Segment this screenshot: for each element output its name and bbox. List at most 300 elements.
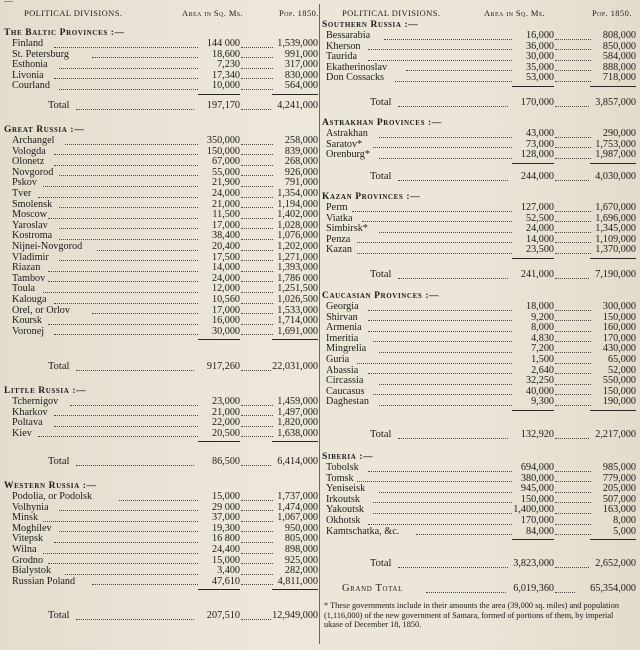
area-value: 1,400,000 [513, 504, 554, 516]
division-name: Vladimir [12, 251, 49, 263]
population-value: 550,000 [602, 375, 636, 387]
division-name: Kalouga [12, 294, 47, 305]
area-value: 73,000 [525, 138, 554, 150]
population-value: 1,370,000 [595, 244, 636, 256]
area-value: 20,400 [211, 241, 240, 252]
leader-dots [38, 426, 198, 438]
population-value: 991,000 [284, 48, 318, 60]
leader-dots [398, 556, 508, 568]
total-label: Total [48, 361, 70, 372]
total-row [322, 270, 638, 281]
area-value: 38,400 [211, 230, 240, 242]
leader-dots [555, 242, 591, 254]
area-value: 36,000 [525, 40, 554, 52]
division-name: Kiev [12, 427, 32, 439]
population-value: 150,000 [602, 385, 636, 397]
grand-total-row [322, 584, 638, 595]
population-value: 985,000 [602, 462, 636, 473]
area-value: 29 000 [211, 501, 240, 513]
area-value: 53,000 [525, 72, 554, 84]
section-title: Southern Russia :— [322, 20, 419, 30]
area-value: 16,000 [211, 315, 240, 327]
area-value: 22,000 [211, 417, 240, 429]
total-area-value: 244,000 [520, 171, 554, 182]
table-row [4, 81, 318, 92]
header-divisions: POLITICAL DIVISIONS. [24, 8, 123, 18]
leader-dots [241, 324, 273, 336]
table-row [4, 429, 318, 440]
population-value: 190,000 [602, 396, 636, 408]
leader-dots [241, 426, 273, 438]
total-population-value: 3,857,000 [595, 97, 636, 108]
leader-dots [555, 394, 591, 406]
leader-dots [379, 394, 512, 406]
total-rule [590, 86, 636, 87]
division-name: Ekatherinoslav [326, 61, 388, 73]
total-rule [590, 410, 636, 411]
population-value: 1,987,000 [595, 149, 636, 161]
area-value: 150,000 [206, 145, 240, 157]
population-value: 805,000 [284, 533, 318, 545]
division-name: Armenia [326, 322, 362, 334]
population-value: 290,000 [602, 128, 636, 139]
division-name: Tomsk [326, 472, 354, 484]
leader-dots [555, 70, 591, 82]
area-value: 67,000 [211, 156, 240, 168]
grand-total-label: Grand Total [342, 583, 403, 594]
population-value: 1,638,000 [277, 427, 318, 439]
division-name: Smolensk [12, 198, 53, 210]
table-row [322, 73, 638, 84]
table-row [322, 527, 638, 538]
area-value: 32,250 [525, 375, 554, 387]
table-row [322, 245, 638, 256]
population-value: 163,000 [602, 504, 636, 516]
total-row [4, 611, 318, 622]
population-value: 1,459,000 [277, 396, 318, 407]
population-value: 1,497,000 [277, 406, 318, 418]
division-name: Esthonia [12, 59, 48, 71]
population-value: 8,000 [613, 515, 636, 526]
area-value: 16,000 [525, 30, 554, 41]
division-name: Orel, or Orlov [12, 304, 70, 316]
population-value: 850,000 [602, 40, 636, 52]
population-value: 1,028,000 [277, 219, 318, 231]
section-title: The Baltic Provinces :— [4, 28, 125, 38]
area-value: 1,500 [531, 354, 554, 365]
division-name: Circassia [326, 375, 364, 387]
total-area-value: 207,510 [206, 610, 240, 621]
division-name: Caucasus [326, 385, 365, 397]
total-row [322, 430, 638, 441]
division-name: Perm [326, 202, 348, 213]
population-value: 268,000 [284, 156, 318, 168]
division-name: Bessarabia [326, 30, 371, 41]
division-name: Viatka [326, 212, 353, 224]
total-rule [198, 441, 240, 442]
area-value: 19,300 [211, 522, 240, 534]
leader-dots [555, 169, 589, 181]
division-name: Tambov [12, 272, 46, 284]
population-value: 1,026,500 [277, 294, 318, 305]
population-value: 430,000 [602, 343, 636, 355]
total-rule [512, 163, 554, 164]
total-label: Total [370, 429, 392, 440]
leader-dots [398, 169, 508, 181]
division-name: Abassia [326, 364, 359, 376]
division-name: Kostroma [12, 230, 53, 242]
total-rule [590, 163, 636, 164]
total-population-value: 12,949,000 [272, 610, 318, 621]
division-name: Vitepsk [12, 533, 44, 545]
total-population-value: 7,190,000 [595, 269, 636, 280]
leader-dots [76, 359, 194, 371]
population-value: 65,000 [607, 354, 636, 365]
division-name: Wilna [12, 544, 37, 555]
area-value: 170,000 [520, 515, 554, 526]
population-value: 950,000 [284, 522, 318, 534]
population-value: 1,691,000 [277, 325, 318, 337]
leader-dots [398, 427, 508, 439]
division-name: Yaroslav [12, 219, 48, 231]
population-value: 1,539,000 [277, 38, 318, 49]
table-row [4, 327, 318, 338]
division-name: Yeniseisk [326, 483, 366, 495]
division-name: Livonia [12, 69, 44, 81]
total-row [322, 172, 638, 183]
population-value: 839,000 [284, 145, 318, 157]
total-rule [512, 258, 554, 259]
total-label: Total [370, 558, 392, 569]
area-value: 945,000 [520, 483, 554, 495]
division-name: Nijnei-Novgorod [12, 241, 83, 252]
area-value: 694,000 [520, 462, 554, 473]
area-value: 21,000 [211, 198, 240, 210]
division-name: Grodno [12, 554, 44, 566]
division-name: Olonetz [12, 156, 45, 168]
area-value: 40,000 [525, 385, 554, 397]
area-value: 43,000 [525, 128, 554, 139]
population-value: 1,345,000 [595, 223, 636, 235]
division-name: Russian Poland [12, 575, 76, 587]
section-title: Great Russia :— [4, 125, 85, 135]
population-value: 170,000 [602, 332, 636, 344]
area-value: 24,000 [211, 272, 240, 284]
population-value: 258,000 [284, 135, 318, 146]
population-value: 1,533,000 [277, 304, 318, 316]
total-rule [198, 589, 240, 590]
division-name: Imeritia [326, 332, 359, 344]
area-value: 14,000 [211, 262, 240, 274]
division-name: Archangel [12, 135, 55, 146]
division-name: Courland [12, 80, 50, 92]
division-name: Don Cossacks [326, 72, 385, 84]
division-name: Moscow [12, 209, 48, 221]
division-name: Volhynia [12, 501, 49, 513]
population-value: 1,354,000 [277, 188, 318, 199]
total-row [4, 457, 318, 468]
header-pop: Pop. 1850. [279, 8, 319, 18]
total-rule [198, 94, 240, 95]
division-name: Taurida [326, 51, 357, 63]
division-name: Kamtschatka, &c. [326, 525, 400, 537]
column-divider [319, 4, 320, 644]
area-value: 15,000 [211, 554, 240, 566]
leader-dots [241, 454, 271, 466]
division-name: Okhotsk [326, 515, 361, 526]
area-value: 4,830 [531, 332, 554, 344]
area-value: 10,000 [211, 80, 240, 92]
population-value: 1,402,000 [277, 209, 318, 221]
division-name: Toula [12, 283, 36, 295]
area-value: 8,000 [531, 322, 554, 334]
population-value: 791,000 [284, 177, 318, 189]
area-value: 12,000 [211, 283, 240, 295]
leader-dots [241, 608, 271, 620]
area-value: 24,400 [211, 544, 240, 555]
leader-dots [398, 95, 508, 107]
grand-total-area: 6,019,360 [513, 583, 554, 594]
division-name: Irkoutsk [326, 493, 360, 505]
clipped-header-fragment: — [4, 0, 13, 6]
population-value: 1,109,000 [595, 233, 636, 245]
population-value: 1,251,500 [277, 283, 318, 295]
header-pop: Pop. 1850. [592, 8, 632, 18]
area-value: 52,500 [525, 212, 554, 224]
leader-dots [555, 581, 575, 593]
division-name: Vologda [12, 145, 46, 157]
area-value: 23,000 [211, 396, 240, 407]
total-label: Total [48, 456, 70, 467]
population-value: 1,271,000 [277, 251, 318, 263]
leader-dots [241, 98, 271, 110]
total-rule [272, 441, 318, 442]
total-row [322, 98, 638, 109]
total-area-value: 170,000 [520, 97, 554, 108]
division-name: Tobolsk [326, 462, 359, 473]
total-row [4, 101, 318, 112]
population-value: 1,753,000 [595, 138, 636, 150]
division-name: Guria [326, 354, 350, 365]
area-value: 20,500 [211, 427, 240, 439]
leader-dots [76, 454, 194, 466]
total-rule [272, 339, 318, 340]
total-population-value: 4,030,000 [595, 171, 636, 182]
population-value: 1,202,000 [277, 241, 318, 252]
population-value: 1,737,000 [277, 491, 318, 502]
leader-dots [241, 78, 273, 90]
area-value: 30,000 [211, 325, 240, 337]
leader-dots [395, 70, 512, 82]
total-rule [512, 86, 554, 87]
division-name: Finland [12, 38, 44, 49]
division-name: Kherson [326, 40, 361, 52]
division-name: Penza [326, 233, 351, 245]
area-value: 24,000 [211, 188, 240, 199]
population-value: 5,000 [613, 525, 636, 537]
population-value: 830,000 [284, 69, 318, 81]
division-name: Yakoutsk [326, 504, 365, 516]
leader-dots [379, 147, 512, 159]
area-value: 9,300 [531, 396, 554, 408]
division-name: Koursk [12, 315, 42, 327]
division-name: Saratov* [326, 138, 363, 150]
division-name: Podolia, or Podolsk [12, 491, 93, 502]
total-area-value: 197,170 [206, 100, 240, 111]
area-value: 128,000 [520, 149, 554, 161]
leader-dots [92, 574, 198, 586]
area-value: 17,000 [211, 219, 240, 231]
header-area: Area in Sq. Ms. [182, 8, 244, 18]
total-area-value: 917,260 [206, 361, 240, 372]
area-value: 7,230 [217, 59, 240, 71]
section-title: Little Russia :— [4, 386, 87, 396]
population-value: 718,000 [602, 72, 636, 84]
total-label: Total [370, 97, 392, 108]
division-name: Pskov [12, 177, 37, 189]
population-value: 925,000 [284, 554, 318, 566]
section-title: Siberia :— [322, 452, 374, 462]
division-name: Poltava [12, 417, 43, 429]
leader-dots [398, 267, 508, 279]
population-value: 779,000 [602, 472, 636, 484]
population-value: 584,000 [602, 51, 636, 63]
area-value: 24,000 [525, 223, 554, 235]
total-area-value: 3,823,000 [513, 558, 554, 569]
division-name: Kazan [326, 244, 353, 256]
total-population-value: 2,652,000 [595, 558, 636, 569]
area-value: 10,560 [211, 294, 240, 305]
population-value: 1,714,000 [277, 315, 318, 327]
total-rule [512, 410, 554, 411]
population-value: 564,000 [284, 80, 318, 92]
area-value: 16 800 [211, 533, 240, 545]
area-value: 14,000 [525, 233, 554, 245]
division-name: Orenburg* [326, 149, 370, 161]
area-value: 127,000 [520, 202, 554, 213]
total-population-value: 22,031,000 [272, 361, 318, 372]
leader-dots [555, 524, 591, 536]
total-population-value: 4,241,000 [277, 100, 318, 111]
population-value: 888,000 [602, 61, 636, 73]
population-value: 150,000 [602, 311, 636, 323]
area-value: 15,000 [211, 491, 240, 502]
area-value: 350,000 [206, 135, 240, 146]
section-title: Caucasian Provinces :— [322, 291, 440, 301]
leader-dots [416, 524, 512, 536]
division-name: Mingrelia [326, 343, 367, 355]
leader-dots [76, 98, 194, 110]
area-value: 11,500 [212, 209, 240, 221]
total-rule [272, 589, 318, 590]
area-value: 21,000 [211, 406, 240, 418]
population-value: 1,670,000 [595, 202, 636, 213]
population-value: 1,820,000 [277, 417, 318, 429]
leader-dots [426, 581, 506, 593]
total-rule [512, 539, 554, 540]
area-value: 380,000 [520, 472, 554, 484]
total-rule [590, 539, 636, 540]
population-value: 1,076,000 [277, 230, 318, 242]
area-value: 21,900 [211, 177, 240, 189]
division-name: Kharkov [12, 406, 48, 418]
division-name: St. Petersburg [12, 48, 69, 60]
leader-dots [555, 147, 591, 159]
population-value: 1,696,000 [595, 212, 636, 224]
total-label: Total [370, 269, 392, 280]
section-title: Kazan Provinces :— [322, 192, 421, 202]
area-value: 37,000 [211, 512, 240, 524]
population-value: 808,000 [602, 30, 636, 41]
population-value: 52,000 [607, 364, 636, 376]
population-value: 4,811,000 [277, 575, 318, 587]
section-title: Astrakhan Provinces :— [322, 118, 442, 128]
total-label: Total [48, 610, 70, 621]
total-rule [590, 258, 636, 259]
total-row [4, 362, 318, 373]
population-value: 1,474,000 [277, 501, 318, 513]
leader-dots [555, 267, 589, 279]
division-name: Daghestan [326, 396, 369, 408]
area-value: 2,640 [531, 364, 554, 376]
total-population-value: 6,414,000 [277, 456, 318, 467]
division-name: Novgorod [12, 166, 54, 178]
section-title: Western Russia :— [4, 481, 97, 491]
division-name: Astrakhan [326, 128, 368, 139]
population-value: 898,000 [284, 544, 318, 555]
population-value: 205,000 [602, 483, 636, 495]
header-divisions: POLITICAL DIVISIONS. [342, 8, 441, 18]
population-value: 1,194,000 [277, 198, 318, 210]
division-name: Bialystok [12, 565, 52, 577]
population-value: 282,000 [284, 565, 318, 577]
population-value: 317,000 [284, 59, 318, 71]
area-value: 55,000 [211, 166, 240, 178]
table-row [4, 577, 318, 588]
leader-dots [241, 359, 271, 371]
leader-dots [76, 608, 194, 620]
total-rule [272, 94, 318, 95]
division-name: Minsk [12, 512, 39, 524]
area-value: 3,400 [217, 565, 240, 577]
division-name: Georgia [326, 301, 359, 312]
leader-dots [555, 95, 589, 107]
leader-dots [357, 242, 512, 254]
population-value: 507,000 [602, 493, 636, 505]
population-value: 1,786 000 [277, 272, 318, 284]
population-value: 926,000 [284, 166, 318, 178]
area-value: 9,200 [531, 311, 554, 323]
area-value: 17,500 [211, 251, 240, 263]
division-name: Moghilev [12, 522, 52, 534]
population-value: 300,000 [602, 301, 636, 312]
leader-dots [59, 78, 198, 90]
total-row [322, 559, 638, 570]
leader-dots [241, 574, 273, 586]
area-value: 17,000 [211, 304, 240, 316]
total-label: Total [48, 100, 70, 111]
population-value: 1,393,000 [277, 262, 318, 274]
total-population-value: 2,217,000 [595, 429, 636, 440]
leader-dots [555, 427, 589, 439]
area-value: 17,340 [211, 69, 240, 81]
area-value: 18,000 [525, 301, 554, 312]
total-area-value: 132,920 [520, 429, 554, 440]
leader-dots [54, 324, 198, 336]
population-value: 1,067,000 [277, 512, 318, 524]
division-name: Riazan [12, 262, 41, 274]
area-value: 23,500 [525, 244, 554, 256]
